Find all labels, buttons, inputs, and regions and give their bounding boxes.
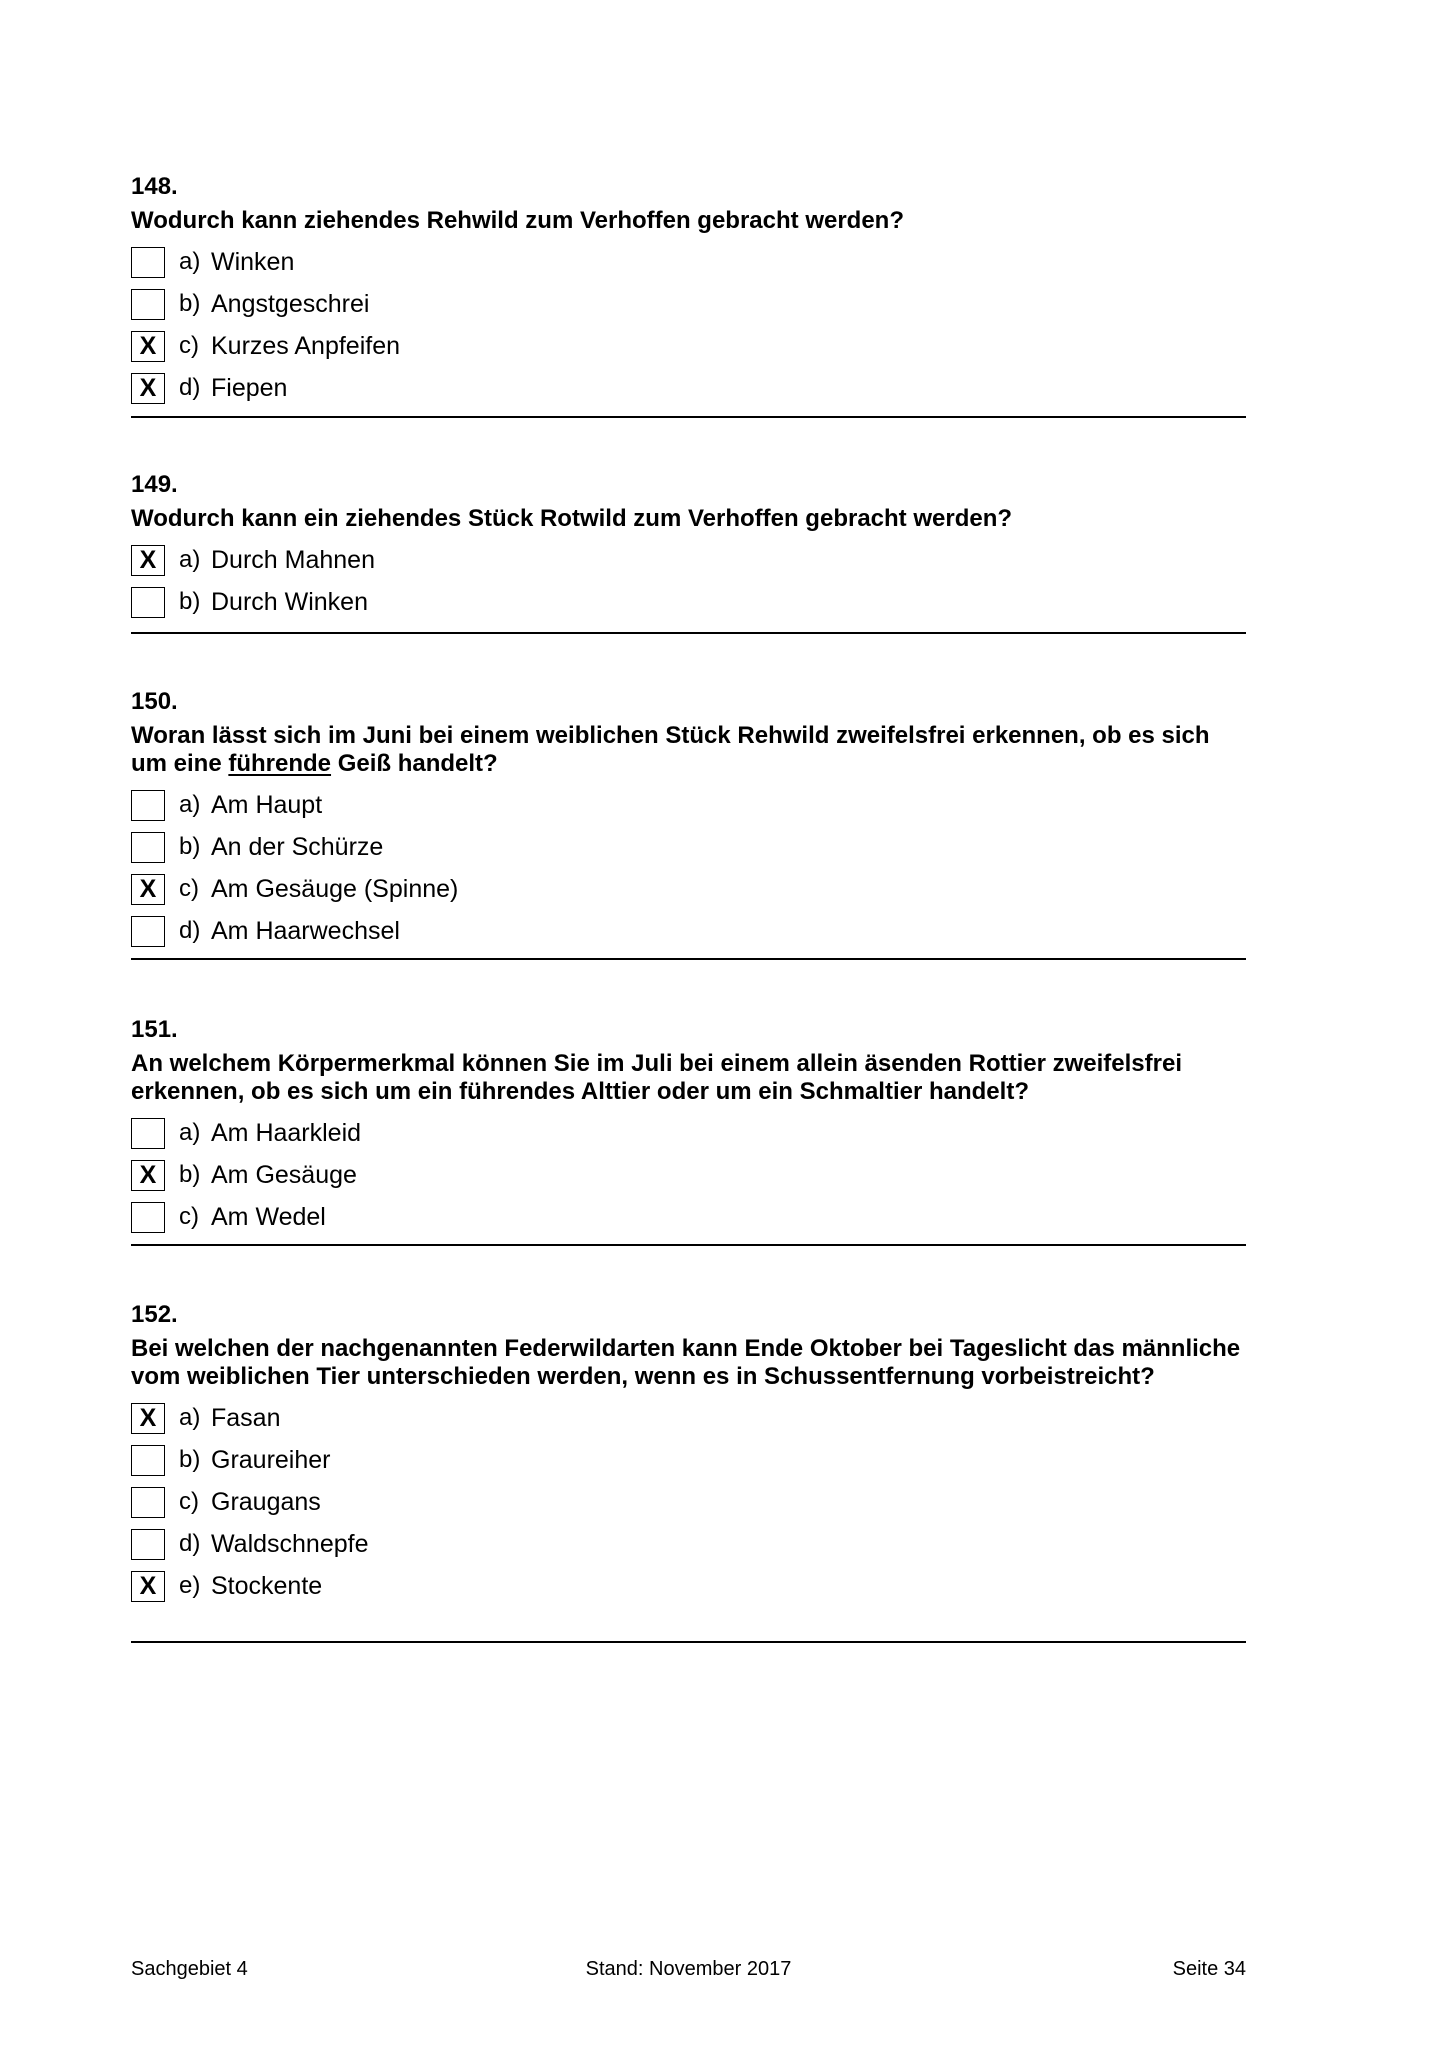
question-text	[131, 1050, 1246, 1106]
answer-checkbox[interactable]	[131, 1487, 165, 1518]
answer-checkbox[interactable]	[131, 289, 165, 320]
answer-letter: b)	[179, 1446, 201, 1473]
answer-option	[131, 1439, 1246, 1481]
answer-text: Durch Winken	[211, 587, 368, 616]
answer-text: Am Gesäuge (Spinne)	[211, 874, 459, 903]
answer-checkbox[interactable]	[131, 832, 165, 863]
answer-checkbox[interactable]	[131, 1202, 165, 1233]
answer-checkbox[interactable]	[131, 1529, 165, 1560]
answer-text: Durch Mahnen	[211, 545, 375, 574]
answer-option	[131, 241, 1246, 283]
answer-text: Fasan	[211, 1403, 281, 1432]
answer-option	[131, 1397, 1246, 1439]
answer-checkbox[interactable]	[131, 790, 165, 821]
answer-letter: b)	[179, 833, 201, 860]
footer-date: Stand: November 2017	[585, 1958, 792, 1980]
answer-letter: b)	[179, 588, 201, 615]
answer-option	[131, 1112, 1246, 1154]
answer-checkbox[interactable]	[131, 247, 165, 278]
answer-option	[131, 581, 1246, 623]
question-150	[131, 688, 1246, 960]
answer-option	[131, 1523, 1246, 1565]
answer-letter: c)	[179, 1203, 199, 1230]
answer-checkbox[interactable]	[131, 1445, 165, 1476]
answer-text: Graugans	[211, 1487, 321, 1516]
answer-option	[131, 868, 1246, 910]
answer-checkbox[interactable]	[131, 587, 165, 618]
answer-checkbox[interactable]: X	[131, 1571, 165, 1602]
answer-letter: a)	[179, 1119, 201, 1146]
answer-checkbox[interactable]	[131, 1118, 165, 1149]
answer-letter: c)	[179, 332, 199, 359]
answer-checkbox[interactable]: X	[131, 1160, 165, 1191]
answer-checkbox[interactable]	[131, 916, 165, 947]
answer-option	[131, 325, 1246, 367]
answer-text: Am Haupt	[211, 790, 323, 819]
footer-subject: Sachgebiet 4	[131, 1958, 248, 1980]
question-text-part: Bei welchen der nachgenannten Federwildarten kann Ende Oktober bei Tageslicht das männliche vom weiblichen Tier unterschieden werden, wenn es in Schussentfernung vorbeistreicht?	[131, 1335, 1241, 1390]
question-number: 150.	[131, 688, 178, 715]
answer-option	[131, 283, 1246, 325]
question-148	[131, 173, 1246, 418]
answer-checkbox[interactable]: X	[131, 545, 165, 576]
question-number: 149.	[131, 471, 178, 498]
answer-checkbox[interactable]: X	[131, 331, 165, 362]
question-number: 152.	[131, 1301, 178, 1328]
page-footer	[131, 1957, 1246, 1981]
question-text-emphasis: führende	[228, 750, 332, 777]
question-149	[131, 471, 1246, 634]
answer-text: Am Haarwechsel	[211, 916, 400, 945]
answer-text: Winken	[211, 247, 295, 276]
answer-letter: c)	[179, 1488, 199, 1515]
answer-option	[131, 1154, 1246, 1196]
answer-letter: d)	[179, 1530, 201, 1557]
answer-letter: c)	[179, 875, 199, 902]
answer-letter: d)	[179, 374, 201, 401]
answer-text: Graureiher	[211, 1445, 331, 1474]
answer-checkbox[interactable]: X	[131, 874, 165, 905]
question-number: 151.	[131, 1016, 178, 1043]
question-text	[131, 722, 1246, 778]
answer-letter: a)	[179, 791, 201, 818]
question-text-part: Wodurch kann ziehendes Rehwild zum Verhoffen gebracht werden?	[131, 207, 905, 234]
answer-text: Kurzes Anpfeifen	[211, 331, 401, 360]
answer-text: An der Schürze	[211, 832, 384, 861]
question-text-part: Geiß handelt?	[331, 750, 498, 777]
answer-text: Angstgeschrei	[211, 289, 370, 318]
question-text-part: Wodurch kann ein ziehendes Stück Rotwild zum Verhoffen gebracht werden?	[131, 505, 1013, 532]
answer-letter: d)	[179, 917, 201, 944]
answer-option	[131, 539, 1246, 581]
answer-letter: a)	[179, 1404, 201, 1431]
question-text	[131, 1335, 1246, 1391]
question-text-part: An welchem Körpermerkmal können Sie im Juli bei einem allein äsenden Rottier zweifelsfrei erkennen, ob es sich um ein führendes Alttier oder um ein Schmaltier handelt?	[131, 1050, 1182, 1105]
answer-option	[131, 826, 1246, 868]
answer-option	[131, 1481, 1246, 1523]
footer-page-number: Seite 34	[1172, 1958, 1246, 1980]
question-text	[131, 207, 1246, 235]
answer-option	[131, 1196, 1246, 1238]
answer-option	[131, 784, 1246, 826]
answer-letter: a)	[179, 546, 201, 573]
question-152	[131, 1301, 1246, 1643]
answer-letter: b)	[179, 1161, 201, 1188]
answer-text: Stockente	[211, 1571, 323, 1600]
answer-option	[131, 367, 1246, 409]
question-text	[131, 505, 1246, 533]
answer-letter: e)	[179, 1572, 201, 1599]
question-number: 148.	[131, 173, 178, 200]
answer-checkbox[interactable]: X	[131, 373, 165, 404]
question-151	[131, 1016, 1246, 1246]
answer-text: Am Gesäuge	[211, 1160, 357, 1189]
answer-letter: a)	[179, 248, 201, 275]
answer-text: Am Wedel	[211, 1202, 326, 1231]
answer-text: Fiepen	[211, 373, 288, 402]
question-text-part: Woran lässt sich im Juni bei einem weiblichen Stück Rehwild zweifelsfrei erkennen, ob es sich um eine	[131, 722, 1210, 777]
answer-checkbox[interactable]: X	[131, 1403, 165, 1434]
answer-option	[131, 910, 1246, 952]
answer-text: Waldschnepfe	[211, 1529, 369, 1558]
answer-option	[131, 1565, 1246, 1607]
answer-text: Am Haarkleid	[211, 1118, 362, 1147]
answer-letter: b)	[179, 290, 201, 317]
